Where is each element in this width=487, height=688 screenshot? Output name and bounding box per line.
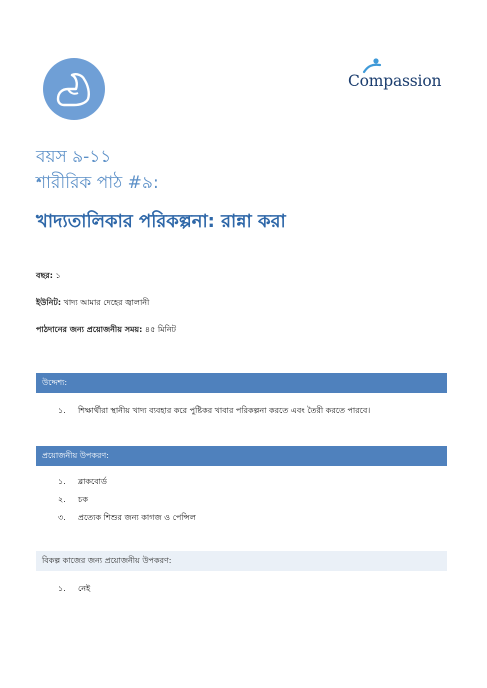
list-item-number: ৩. xyxy=(58,513,66,522)
list-item-text: চক xyxy=(78,495,88,504)
meta-year-label: বছর: xyxy=(36,271,53,280)
list-item-text: প্রত্যেক শিশুর জন্য কাগজ ও পেন্সিল xyxy=(78,513,196,522)
flexed-arm-icon xyxy=(43,58,105,120)
objective-heading: উদ্দেশ্য: xyxy=(36,373,447,393)
meta-duration xyxy=(36,324,176,337)
list-item-number: ১. xyxy=(58,584,66,593)
meta-duration-label: পাঠদানের জন্য প্রয়োজনীয় সময়: xyxy=(36,325,143,334)
meta-year xyxy=(36,270,61,283)
list-item-text: ব্লাকবোর্ড xyxy=(78,477,107,486)
list-item-text: শিক্ষার্থীরা স্থানীয় খাদ্য ব্যবহার করে পুষ্টিকর খাবার পরিকল্পনা করতে এবং তৈরী করতে পারবে। xyxy=(78,406,371,415)
compassion-logo xyxy=(348,58,448,94)
age-range: বয়স ৯-১১ xyxy=(36,147,112,167)
meta-year-value: ১ xyxy=(55,271,61,280)
meta-duration-value: ৪৫ মিনিট xyxy=(144,325,176,334)
lesson-label: শারীরিক পাঠ #৯: xyxy=(36,173,159,193)
page-title: খাদ্যতালিকার পরিকল্পনা: রান্না করা xyxy=(36,211,286,232)
materials-heading: প্রয়োজনীয় উপকরণ: xyxy=(36,446,447,466)
list-item-number: ১. xyxy=(58,477,66,486)
list-item-number: ১. xyxy=(58,406,66,415)
alt-materials-heading: বিকল্প কাজের জন্য প্রয়োজনীয় উপকরণ: xyxy=(36,551,447,571)
meta-unit xyxy=(36,297,149,310)
logo-wordmark: Compassion xyxy=(348,72,442,90)
meta-unit-label: ইউনিট: xyxy=(36,298,62,307)
list-item-number: ২. xyxy=(58,495,66,504)
list-item-text: নেই xyxy=(78,584,91,593)
meta-unit-value: খাদ্য আমার দেহের জ্বালানী xyxy=(63,298,150,307)
